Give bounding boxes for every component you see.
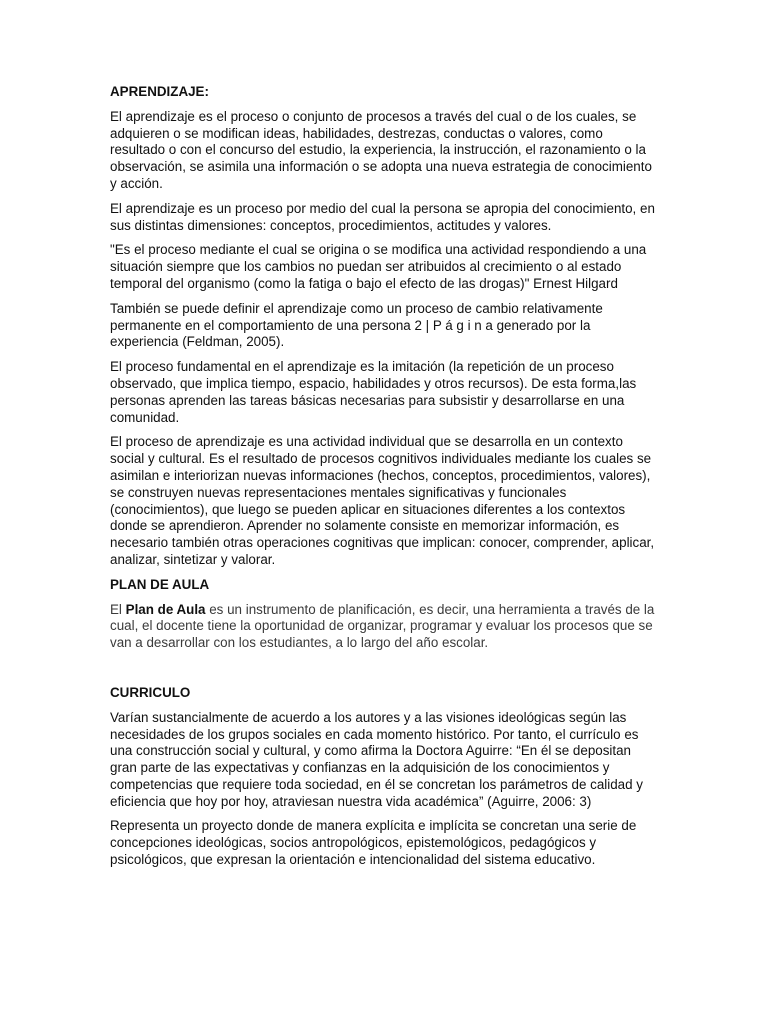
- section-spacer: [110, 660, 660, 685]
- paragraph-aprendizaje-5: El proceso fundamental en el aprendizaje es la imitación (la repetición de un proceso observado, que implica tiempo, espacio, habilidades y otros recursos). De esta forma,las personas aprenden las tareas básicas necesarias para subsistir y desarrollarse en una comunidad.: [110, 359, 637, 425]
- paragraph-aprendizaje-1: El aprendizaje es el proceso o conjunto de procesos a través del cual o de los cuales, se adquieren o se modifican ideas, habilidades, destrezas, conductas o valores, como resultado o con el concurso del estudio, la experiencia, la instrucción, el razonamiento o la observación, se asimila una información o se adopta una nueva estrategia de conocimiento y acción.: [110, 108, 652, 191]
- paragraph-aprendizaje-6: El proceso de aprendizaje es una actividad individual que se desarrolla en un contexto social y cultural. Es el resultado de procesos cognitivos individuales mediante los cuales se asimilan e interiorizan nuevas informaciones (hechos, conceptos, procedimientos, valores), se construyen nuevas representaciones mentales significativas y funcionales (conocimientos), que luego se pueden aplicar en situaciones diferentes a los contextos donde se aprendieron. Aprender no solamente consiste en memorizar información, es necesario también otras operaciones cognitivas que implican: conocer, comprender, aplicar, analizar, sintetizar y valorar.: [110, 434, 655, 567]
- paragraph-plan-de-aula: [110, 602, 660, 652]
- paragraph-aprendizaje-4: También se puede definir el aprendizaje como un proceso de cambio relativamente permanente en el comportamiento de una persona 2 | P á g i n a generado por la experiencia (Feldman, 2005).: [110, 300, 603, 350]
- paragraph-aprendizaje-2: El aprendizaje es un proceso por medio del cual la persona se apropia del conocimiento, en sus distintas dimensiones: conceptos, procedimientos, actitudes y valores.: [110, 200, 655, 233]
- plan-de-aula-rest: es un instrumento de planificación, es decir, una herramienta a través de la cual, el docente tiene la oportunidad de organizar, programar y evaluar los procesos que se van a desarrollar con los estudiantes, a lo largo del año escolar.: [110, 601, 655, 651]
- document-page: [110, 84, 660, 877]
- section-heading-curriculo: CURRICULO: [110, 684, 191, 700]
- plan-de-aula-intro: El: [110, 601, 126, 617]
- paragraph-curriculo-1: Varían sustancialmente de acuerdo a los autores y a las visiones ideológicas según las necesidades de los grupos sociales en cada momento histórico. Por tanto, el currículo es una construcción social y cultural, y como afirma la Doctora Aguirre: “En él se depositan gran parte de las expectativas y confianzas en la adquisición de los conocimientos y competencias que requiere toda sociedad, en él se concretan los parámetros de calidad y eficiencia que hoy por hoy, atraviesan nuestra vida académica” (Aguirre, 2006: 3): [110, 709, 643, 809]
- paragraph-curriculo-2: Representa un proyecto donde de manera explícita e implícita se concretan una serie de concepciones ideológicas, socios antropológicos, epistemológicos, pedagógicos y psicológicos, que expresan la orientación e intencionalidad del sistema educativo.: [110, 818, 637, 868]
- paragraph-aprendizaje-3: "Es el proceso mediante el cual se origina o se modifica una actividad respondiendo a una situación siempre que los cambios no puedan ser atribuidos al crecimiento o al estado temporal del organismo (como la fatiga o bajo el efecto de las drogas)" Ernest Hilgard: [110, 242, 647, 291]
- section-heading-plan-de-aula: PLAN DE AULA: [110, 576, 210, 592]
- section-heading-aprendizaje: APRENDIZAJE:: [110, 84, 209, 99]
- plan-de-aula-term: Plan de Aula: [125, 601, 206, 617]
